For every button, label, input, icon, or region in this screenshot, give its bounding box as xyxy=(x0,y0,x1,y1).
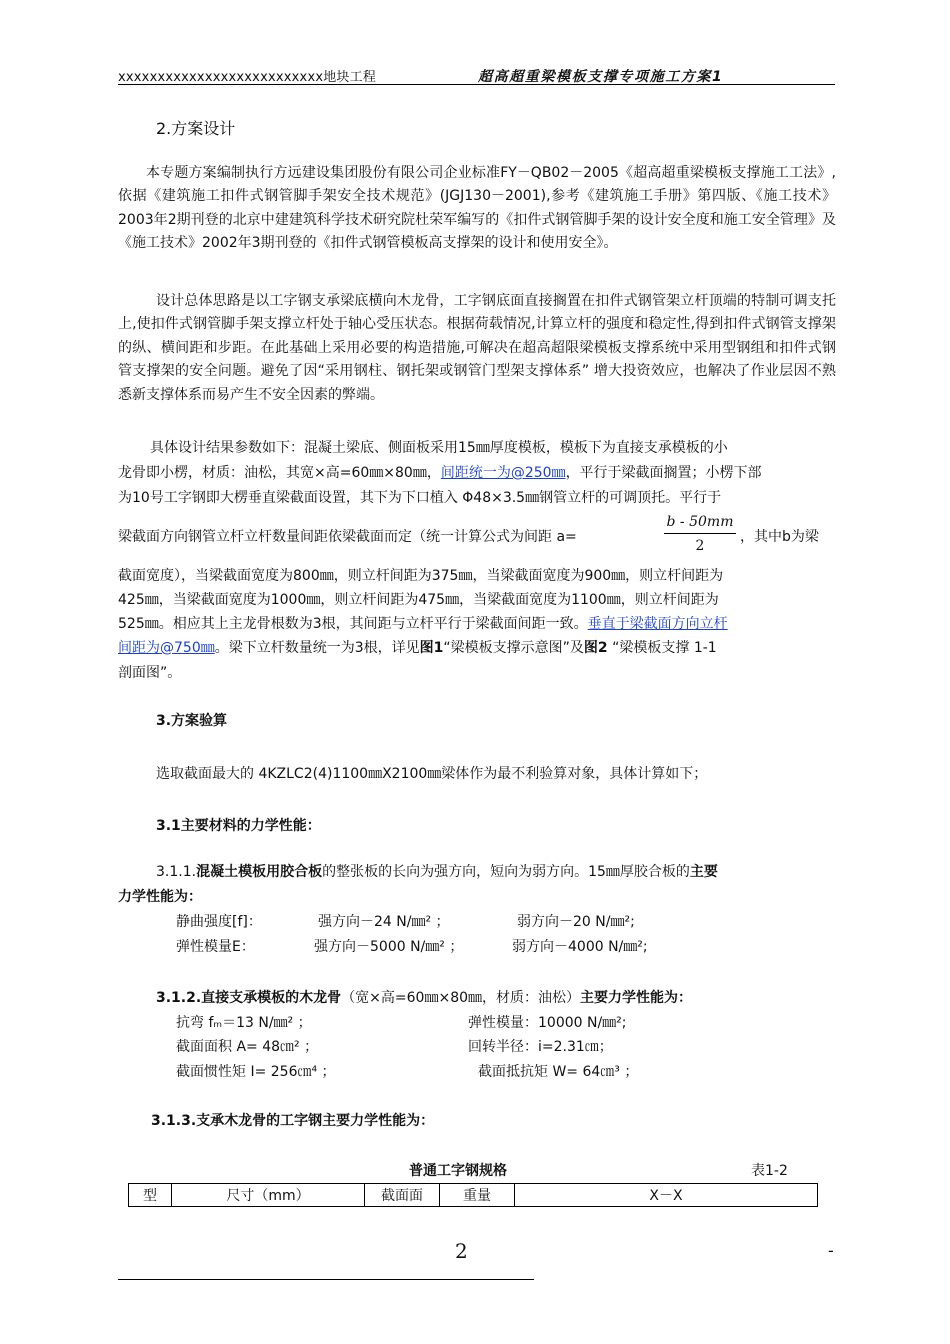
timber-joist-main-label: 主要力学性能为： xyxy=(580,990,693,1006)
section-2-title: 2.方案设计 xyxy=(156,119,236,138)
spacing-250-link[interactable]: 间距统一为@250㎜ xyxy=(440,465,566,481)
param-line-1: 具体设计结果参数如下：混凝土梁底、侧面板采用15㎜厚度模板，模板下为直接支承模板的小 xyxy=(150,440,728,456)
joist-elastic-modulus: 弹性模量：10000 N/㎜²; xyxy=(468,1015,627,1031)
plywood-main-label: 主要 xyxy=(689,864,718,880)
joist-inertia: 截面惯性矩 I= 256㎝⁴ ； xyxy=(176,1064,336,1080)
header-type: 型 xyxy=(129,1184,172,1207)
vertical-spacing-link[interactable]: 垂直于梁截面方向立杆 xyxy=(587,616,728,632)
spacing-750-link[interactable]: 间距为@750㎜ xyxy=(118,640,215,656)
bending-strength-weak: 弱方向－20 N/㎜²; xyxy=(517,914,635,930)
bending-strength-label: 静曲强度[f]： xyxy=(176,914,262,930)
header-weight: 重量 xyxy=(440,1184,515,1207)
i-beam-spec-table xyxy=(128,1183,818,1207)
timber-joist-heading: 3.1.2.直接支承模板的木龙骨 xyxy=(156,990,342,1006)
bending-strength-strong: 强方向－24 N/㎜² ； xyxy=(318,914,450,930)
footer-dash: - xyxy=(828,1241,834,1260)
timber-joist-spec: （宽×高=60㎜×80㎜，材质：油松） xyxy=(341,990,581,1006)
section-3-1-1-line-1 xyxy=(156,861,718,881)
section-2-paragraph-1: 本专题方案编制执行方远建设集团股份有限公司企业标准FY－QB02－2005《超高超重梁模板支撑施工工法》,依据《建筑施工扣件式钢管脚手架安全技术规范》(JGJ130－2001),参考《建筑施工手册》第四版、《施工技术》2003年2期刊登的北京中建建筑科学技术研究院杜荣军编写的《扣件式钢管脚手架的设计安全度和施工安全管理》及《施工技术》2002年3期刊登的《扣件式钢管模板高支撑架的设计和使用安全》。 xyxy=(118,165,836,252)
param-line-7 xyxy=(118,613,728,633)
section-3-1-title: 3.1主要材料的力学性能： xyxy=(156,818,321,834)
header-rule xyxy=(118,84,835,85)
section-3-1-1-line-2: 力学性能为： xyxy=(118,889,202,905)
joist-section-modulus: 截面抵抗矩 W= 64㎝³ ； xyxy=(478,1064,639,1080)
param-line-8-text-a: 。梁下立杆数量统一为3根，详见 xyxy=(214,640,420,656)
elastic-modulus-weak: 弱方向－4000 N/㎜²; xyxy=(512,939,648,955)
table-header-row xyxy=(129,1184,818,1207)
joist-bending: 抗弯 fₘ＝13 N/㎜² ； xyxy=(176,1015,312,1031)
param-line-4b: ，其中b为梁 xyxy=(740,529,819,545)
header-x-axis: X－X xyxy=(515,1184,818,1207)
section-3-1-3-title: 3.1.3.支承木龙骨的工字钢主要力学性能为： xyxy=(151,1113,435,1129)
section-2-paragraph-2: 设计总体思路是以工字钢支承梁底横向木龙骨，工字钢底面直接搁置在扣件式钢管架立杆顶端的特制可调支托上,使扣件式钢管脚手架支撑立杆处于轴心受压状态。根据荷载情况,计算立杆的强度和稳定性,得到扣件式钢管支撑架的纵、横间距和步距。在此基础上采用必要的构造措施,可解决在超高超限梁模板支撑系统中采用型钢组和扣件式钢管支撑架的安全问题。避免了因“采用钢柱、钢托架或钢管门型架支撑体系” 增大投资效应，也解决了作业层因不熟悉新支撑体系而易产生不安全因素的弊端。 xyxy=(118,293,836,403)
section-3-title: 3.方案验算 xyxy=(156,713,228,729)
param-line-4a: 梁截面方向钢管立杆立杆数量间距依梁截面而定（统一计算公式为间距 a= xyxy=(118,529,577,545)
table-label: 表1-2 xyxy=(751,1163,788,1179)
param-line-6: 425㎜，当梁截面宽度为1000㎜，则立杆间距为475㎜，当梁截面宽度为1100㎜，则立杆间距为 xyxy=(118,592,719,608)
param-line-5: 截面宽度），当梁截面宽度为800㎜，则立杆间距为375㎜，当梁截面宽度为900㎜，则立杆间距为 xyxy=(118,568,724,584)
plywood-heading: 混凝土模板用胶合板 xyxy=(196,864,323,880)
param-line-2-text: 龙骨即小楞，材质：油松，其宽×高=60㎜×80㎜， xyxy=(118,465,441,481)
param-line-8 xyxy=(118,637,717,657)
header-size: 尺寸（mm） xyxy=(172,1184,365,1207)
header-project-name: xxxxxxxxxxxxxxxxxxxxxxxxxx地块工程 xyxy=(118,70,377,85)
param-line-2-end: ，平行于梁截面搁置；小楞下部 xyxy=(565,465,762,481)
figure-1-ref: 图1 xyxy=(419,640,444,656)
spacing-formula xyxy=(662,514,738,554)
joist-area: 截面面积 A= 48㎝² ； xyxy=(176,1039,319,1055)
param-line-8-text-c: “梁模板支撑 1-1 xyxy=(607,640,717,656)
param-line-7-text: 525㎜。相应其上主龙骨根数为3根，其间距与立杆平行于梁截面间距一致。 xyxy=(118,616,588,632)
figure-2-ref: 图2 xyxy=(583,640,608,656)
elastic-modulus-label: 弹性模量E： xyxy=(176,939,255,955)
param-line-2 xyxy=(118,462,762,482)
param-line-9: 剖面图”。 xyxy=(118,665,182,681)
joist-gyration-radius: 回转半径：i=2.31㎝； xyxy=(468,1039,613,1055)
param-line-3: 为10号工字钢即大楞垂直梁截面设置，其下为下口植入 Φ48×3.5㎜钢管立杆的可调顶托。平行于 xyxy=(118,490,722,506)
footer-rule xyxy=(118,1279,534,1280)
header-doc-title: 超高超重梁模板支撑专项施工方案1 xyxy=(478,69,724,85)
table-title: 普通工字钢规格 xyxy=(409,1163,507,1179)
page-number: 2 xyxy=(455,1239,468,1263)
section-3-intro: 选取截面最大的 4KZLC2(4)1100㎜X2100㎜梁体作为最不利验算对象，具体计算如下； xyxy=(156,766,708,782)
elastic-modulus-strong: 强方向－5000 N/㎜² ； xyxy=(314,939,464,955)
formula-denominator: 2 xyxy=(695,538,705,554)
section-3-1-2-heading xyxy=(156,987,692,1007)
formula-numerator: b - 50mm xyxy=(666,514,734,530)
section-3-1-1-prefix: 3.1.1. xyxy=(156,864,197,880)
plywood-text: 的整张板的长向为强方向，短向为弱方向。15㎜厚胶合板的 xyxy=(322,864,690,880)
param-line-8-text-b: “梁模板支撑示意图”及 xyxy=(443,640,584,656)
header-area: 截面面 xyxy=(365,1184,440,1207)
